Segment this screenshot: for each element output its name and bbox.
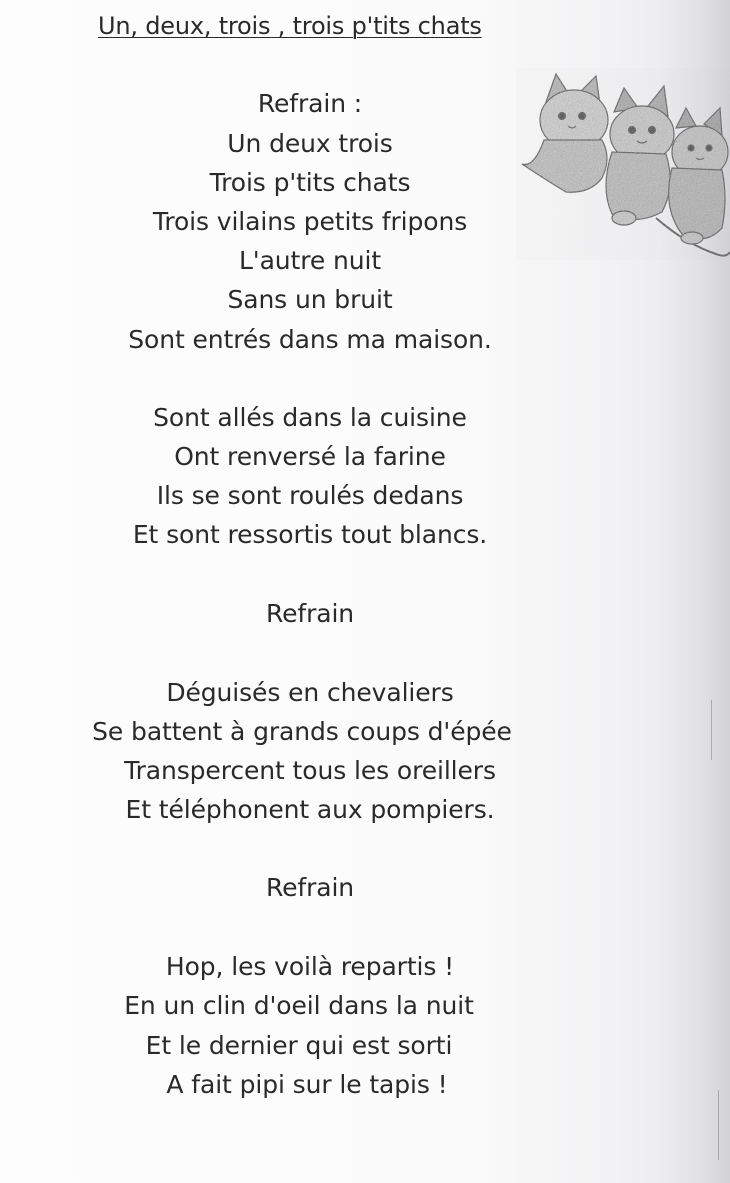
verse-line: Se battent à grands coups d'épée xyxy=(92,717,512,746)
verse-line: Déguisés en chevaliers xyxy=(166,678,454,707)
chorus-marker: Refrain xyxy=(265,873,355,902)
verse-line: En un clin d'oeil dans la nuit xyxy=(124,991,474,1020)
refrain-line: Un deux trois xyxy=(227,129,393,158)
verse-line: Et téléphonent aux pompiers. xyxy=(125,795,495,824)
refrain-line: Sans un bruit xyxy=(227,285,393,314)
verse-line: Ils se sont roulés dedans xyxy=(156,481,464,510)
verse-line: Ont renversé la farine xyxy=(174,442,446,471)
verse-line: A fait pipi sur le tapis ! xyxy=(166,1070,448,1099)
verse-line: Et sont ressortis tout blancs. xyxy=(132,520,488,549)
verse-line: Et le dernier qui est sorti xyxy=(145,1031,453,1060)
verse-line: Transpercent tous les oreillers xyxy=(124,756,496,785)
refrain-heading: Refrain : xyxy=(257,89,363,118)
refrain-line: Trois vilains petits fripons xyxy=(152,207,468,236)
verse-line: Hop, les voilà repartis ! xyxy=(165,952,455,981)
refrain-line: Sont entrés dans ma maison. xyxy=(128,325,492,354)
refrain-line: Trois p'tits chats xyxy=(209,168,411,197)
verse-line: Sont allés dans la cuisine xyxy=(153,403,467,432)
scan-mark xyxy=(711,700,712,760)
song-title: Un, deux, trois , trois p'tits chats xyxy=(98,12,482,40)
chorus-marker: Refrain xyxy=(265,599,355,628)
refrain-line: L'autre nuit xyxy=(238,246,382,275)
scan-mark xyxy=(718,1090,719,1160)
